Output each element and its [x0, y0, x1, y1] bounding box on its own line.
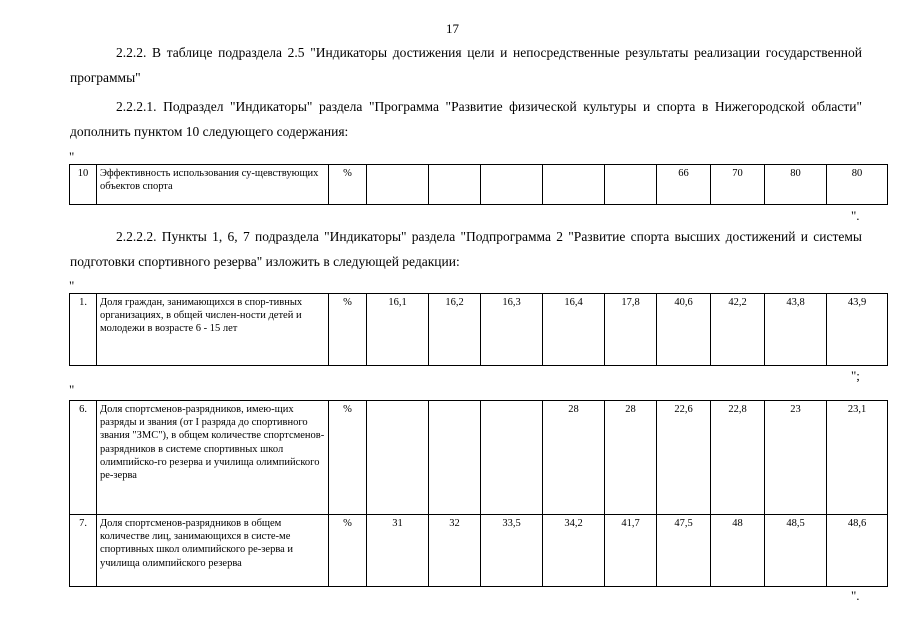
value-cell — [605, 165, 657, 205]
page-number: 17 — [446, 21, 459, 36]
table-row — [70, 515, 888, 587]
row-number-cell: 1. — [70, 294, 97, 366]
row-number-cell: 10 — [70, 165, 97, 205]
value-cell: 23 — [765, 401, 827, 515]
value-cell: 43,9 — [827, 294, 888, 366]
value-cell: 28 — [543, 401, 605, 515]
indicator-name-cell: Доля граждан, занимающихся в спор-тивных организациях, в общей числен-ности детей и молодежи в возрасте 6 - 15 лет — [97, 294, 329, 366]
table-row — [70, 294, 888, 366]
closing-quote: ". — [851, 208, 860, 223]
value-cell: 48 — [711, 515, 765, 587]
value-cell: 66 — [657, 165, 711, 205]
value-cell: 16,4 — [543, 294, 605, 366]
table-row — [70, 165, 888, 205]
value-cell: 47,5 — [657, 515, 711, 587]
paragraph-2-2-2-1: 2.2.2.1. Подраздел "Индикаторы" раздела "Программа "Развитие физической культуры и спорта в Нижегородской области" дополнить пунктом 10 следующего содержания: — [70, 99, 862, 139]
value-cell — [429, 165, 481, 205]
indicator-table-item-10 — [69, 164, 888, 205]
value-cell: 40,6 — [657, 294, 711, 366]
value-cell — [367, 165, 429, 205]
value-cell: 31 — [367, 515, 429, 587]
opening-quote: " — [69, 382, 75, 397]
indicator-name-cell: Доля спортсменов-разрядников в общем количестве лиц, занимающихся в систе-ме спортивных школ олимпийского ре-зерва и училища олимпийского резерва — [97, 515, 329, 587]
unit-cell: % — [329, 515, 367, 587]
opening-quote: " — [69, 149, 75, 164]
opening-quote: " — [69, 278, 75, 293]
indicator-name-cell: Доля спортсменов-разрядников, имею-щих разряды и звания (от I разряда до спортивного звания "ЗМС"), в общем количестве спортсменов-разрядников в системе спортивных школ олимпийско-го резерва и училища олимпийского ре-зерва — [97, 401, 329, 515]
value-cell: 34,2 — [543, 515, 605, 587]
value-cell: 17,8 — [605, 294, 657, 366]
closing-quote: ". — [851, 588, 860, 603]
unit-cell: % — [329, 401, 367, 515]
closing-quote: "; — [851, 368, 860, 383]
value-cell — [429, 401, 481, 515]
row-number-cell: 7. — [70, 515, 97, 587]
value-cell: 41,7 — [605, 515, 657, 587]
value-cell: 42,2 — [711, 294, 765, 366]
row-number-cell: 6. — [70, 401, 97, 515]
indicator-table-item-1 — [69, 293, 888, 366]
value-cell: 23,1 — [827, 401, 888, 515]
value-cell: 22,8 — [711, 401, 765, 515]
value-cell — [481, 165, 543, 205]
value-cell: 80 — [827, 165, 888, 205]
value-cell: 33,5 — [481, 515, 543, 587]
unit-cell: % — [329, 165, 367, 205]
value-cell: 16,1 — [367, 294, 429, 366]
paragraph-2-2-2: 2.2.2. В таблице подраздела 2.5 "Индикаторы достижения цели и непосредственные результаты реализации государственной программы" — [70, 45, 862, 85]
value-cell: 32 — [429, 515, 481, 587]
value-cell: 43,8 — [765, 294, 827, 366]
paragraph-2-2-2-2: 2.2.2.2. Пункты 1, 6, 7 подраздела "Индикаторы" раздела "Подпрограмма 2 "Развитие спорта высших достижений и системы подготовки спортивного резерва" изложить в следующей редакции: — [70, 229, 862, 269]
table-row — [70, 401, 888, 515]
indicator-table-items-6-7 — [69, 400, 888, 587]
value-cell: 16,3 — [481, 294, 543, 366]
value-cell: 48,6 — [827, 515, 888, 587]
unit-cell: % — [329, 294, 367, 366]
indicator-name-cell: Эффективность использования су-щевствующих объектов спорта — [97, 165, 329, 205]
value-cell — [543, 165, 605, 205]
value-cell: 16,2 — [429, 294, 481, 366]
value-cell: 22,6 — [657, 401, 711, 515]
value-cell — [367, 401, 429, 515]
value-cell — [481, 401, 543, 515]
value-cell: 80 — [765, 165, 827, 205]
value-cell: 28 — [605, 401, 657, 515]
value-cell: 48,5 — [765, 515, 827, 587]
value-cell: 70 — [711, 165, 765, 205]
